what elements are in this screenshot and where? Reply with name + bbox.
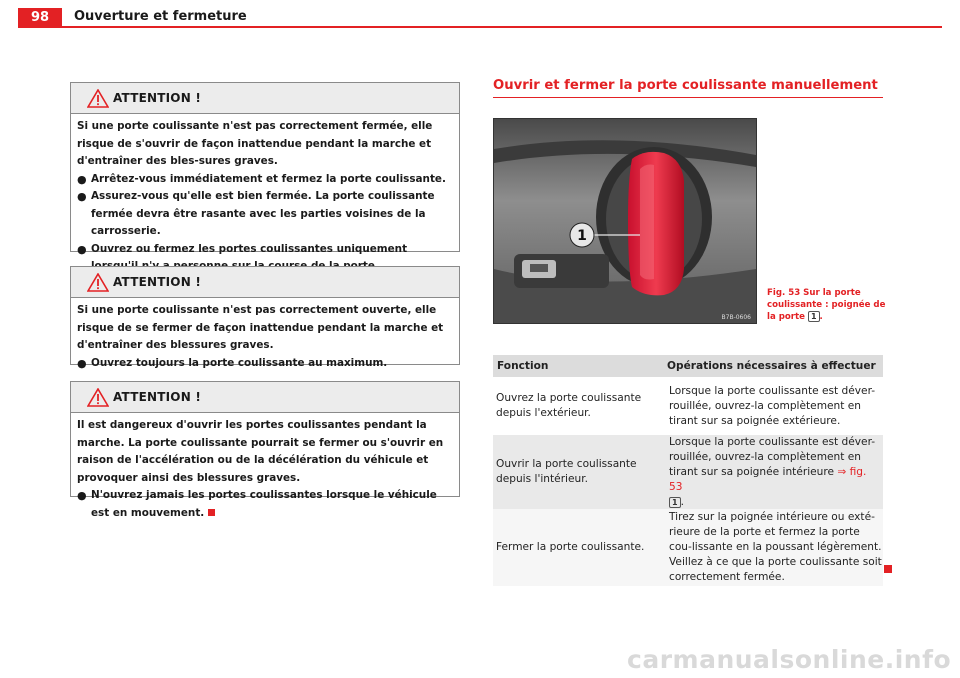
section-end-mark: [208, 509, 215, 516]
figure-photo: [493, 118, 757, 324]
table-row: [493, 435, 883, 509]
page-header: [0, 0, 960, 27]
warning-box-3: ATTENTION ! Il est dangereux d'ouvrir les portes coulissantes pendant la marche. La porte coulissante pourrait se fermer ou s'ouvrir en raison de l'accélération ou de la décélération du véhicule et provoquer ainsi des blessures graves. ● N'ouvrez jamais les portes coulissantes lorsque le véhicule est en mouvement.: [70, 381, 460, 497]
warning-header: [71, 382, 459, 413]
column-header: Fonction: [493, 355, 663, 377]
column-header: Opérations nécessaires à effectuer: [663, 355, 883, 377]
caption-callout: 1: [808, 311, 820, 322]
cell-fonction: Ouvrez la porte coulissante depuis l'extérieur.: [496, 392, 642, 419]
figure-callout: 1: [577, 228, 587, 244]
operations-table: [493, 355, 883, 586]
warning-box-1: ATTENTION ! Si une porte coulissante n'est pas correctement fermée, elle risque de s'ouvrir de façon inattendue pendant la marche et d'entraîner des bles-sures graves. ● Arrêtez-vous immédiatement et fermez la porte coulissante. ● Assurez-vous qu'elle est bien fermée. La porte coulissante fermée devra être rasante avec les parties voisines de la carrosserie. ● Ouvrez ou fermez les portes coulissantes uniquement: [70, 82, 460, 252]
figure-reference-link[interactable]: ⇒ fig. 53: [669, 465, 867, 493]
page-number: 98: [18, 8, 62, 27]
warning-label: ATTENTION !: [113, 91, 201, 105]
warning-label: ATTENTION !: [113, 275, 201, 289]
table-header: [493, 355, 883, 377]
cell-operation: Lorsque la porte coulissante est déver-rouillée, ouvrez-la complètement en tirant sur sa poignée intérieure ⇒ fig. 53 1 .: [669, 435, 876, 508]
cell-operation: Tirez sur la poignée intérieure ou exté-rieure de la porte et fermez la porte cou-lissante en la poussant légèrement. Veillez à ce que la porte coulissante soit correctement fermée.: [669, 511, 882, 583]
warning-text: Si une porte coulissante n'est pas correctement ouverte, elle risque de se fermer de façon inattendue pendant la marche et d'entraîner des blessures graves.: [77, 304, 444, 351]
cell-callout: 1: [669, 497, 681, 508]
watermark: carmanualsonline.info: [627, 645, 952, 674]
warning-bullet: Ouvrez toujours la porte coulissante au maximum.: [91, 356, 388, 369]
section-end-mark: [884, 565, 892, 573]
door-handle-illustration: [494, 119, 756, 323]
figure-code: B7B-0606: [721, 314, 751, 321]
warning-text: Il est dangereux d'ouvrir les portes coulissantes pendant la marche. La porte coulissante pourrait se fermer ou s'ouvrir en raison de l'accélération ou de la décélération du véhicule et provoquer ainsi des blessures graves.: [77, 419, 444, 484]
warning-bullet: Ouvrez ou fermez les portes coulissantes uniquement: [91, 242, 408, 255]
warning-triangle-icon: [87, 273, 109, 292]
table-row: [493, 509, 883, 586]
section-title: Ouvrir et fermer la porte coulissante manuellement: [493, 78, 878, 93]
warning-text: Si une porte coulissante n'est pas correctement fermée, elle risque de s'ouvrir de façon inattendue pendant la marche et d'entraîner des bles-sures graves.: [77, 120, 433, 167]
warning-header: [71, 267, 459, 298]
table-row: [493, 377, 883, 435]
warning-label: ATTENTION !: [113, 390, 201, 404]
warning-bullet: Arrêtez-vous immédiatement et fermez la porte coulissante.: [91, 172, 446, 185]
warning-header: [71, 83, 459, 114]
warning-triangle-icon: [87, 388, 109, 407]
figure-caption: Fig. 53 Sur la porte coulissante : poignée de la porte 1 .: [767, 288, 886, 322]
cell-fonction: Fermer la porte coulissante.: [496, 541, 645, 553]
warning-box-2: ATTENTION ! Si une porte coulissante n'est pas correctement ouverte, elle risque de se fermer de façon inattendue pendant la marche et d'entraîner des blessures graves. ● Ouvrez toujours la porte coulissante au maximum.: [70, 266, 460, 365]
chapter-title: Ouverture et fermeture: [74, 9, 247, 24]
cell-operation: Lorsque la porte coulissante est déver-rouillée, ouvrez-la complètement en tirant sur sa poignée extérieure.: [669, 384, 876, 427]
warning-bullet: N'ouvrez jamais les portes coulissantes lorsque le véhicule est en mouvement.: [91, 489, 437, 519]
warning-triangle-icon: [87, 89, 109, 108]
header-rule: [18, 26, 942, 28]
cell-fonction: Ouvrir la porte coulissante depuis l'intérieur.: [496, 458, 637, 485]
section-rule: [493, 97, 883, 98]
warning-bullet: Assurez-vous qu'elle est bien fermée. La porte coulissante fermée devra être rasante avec les parties voisines de la carrosserie.: [91, 190, 435, 237]
